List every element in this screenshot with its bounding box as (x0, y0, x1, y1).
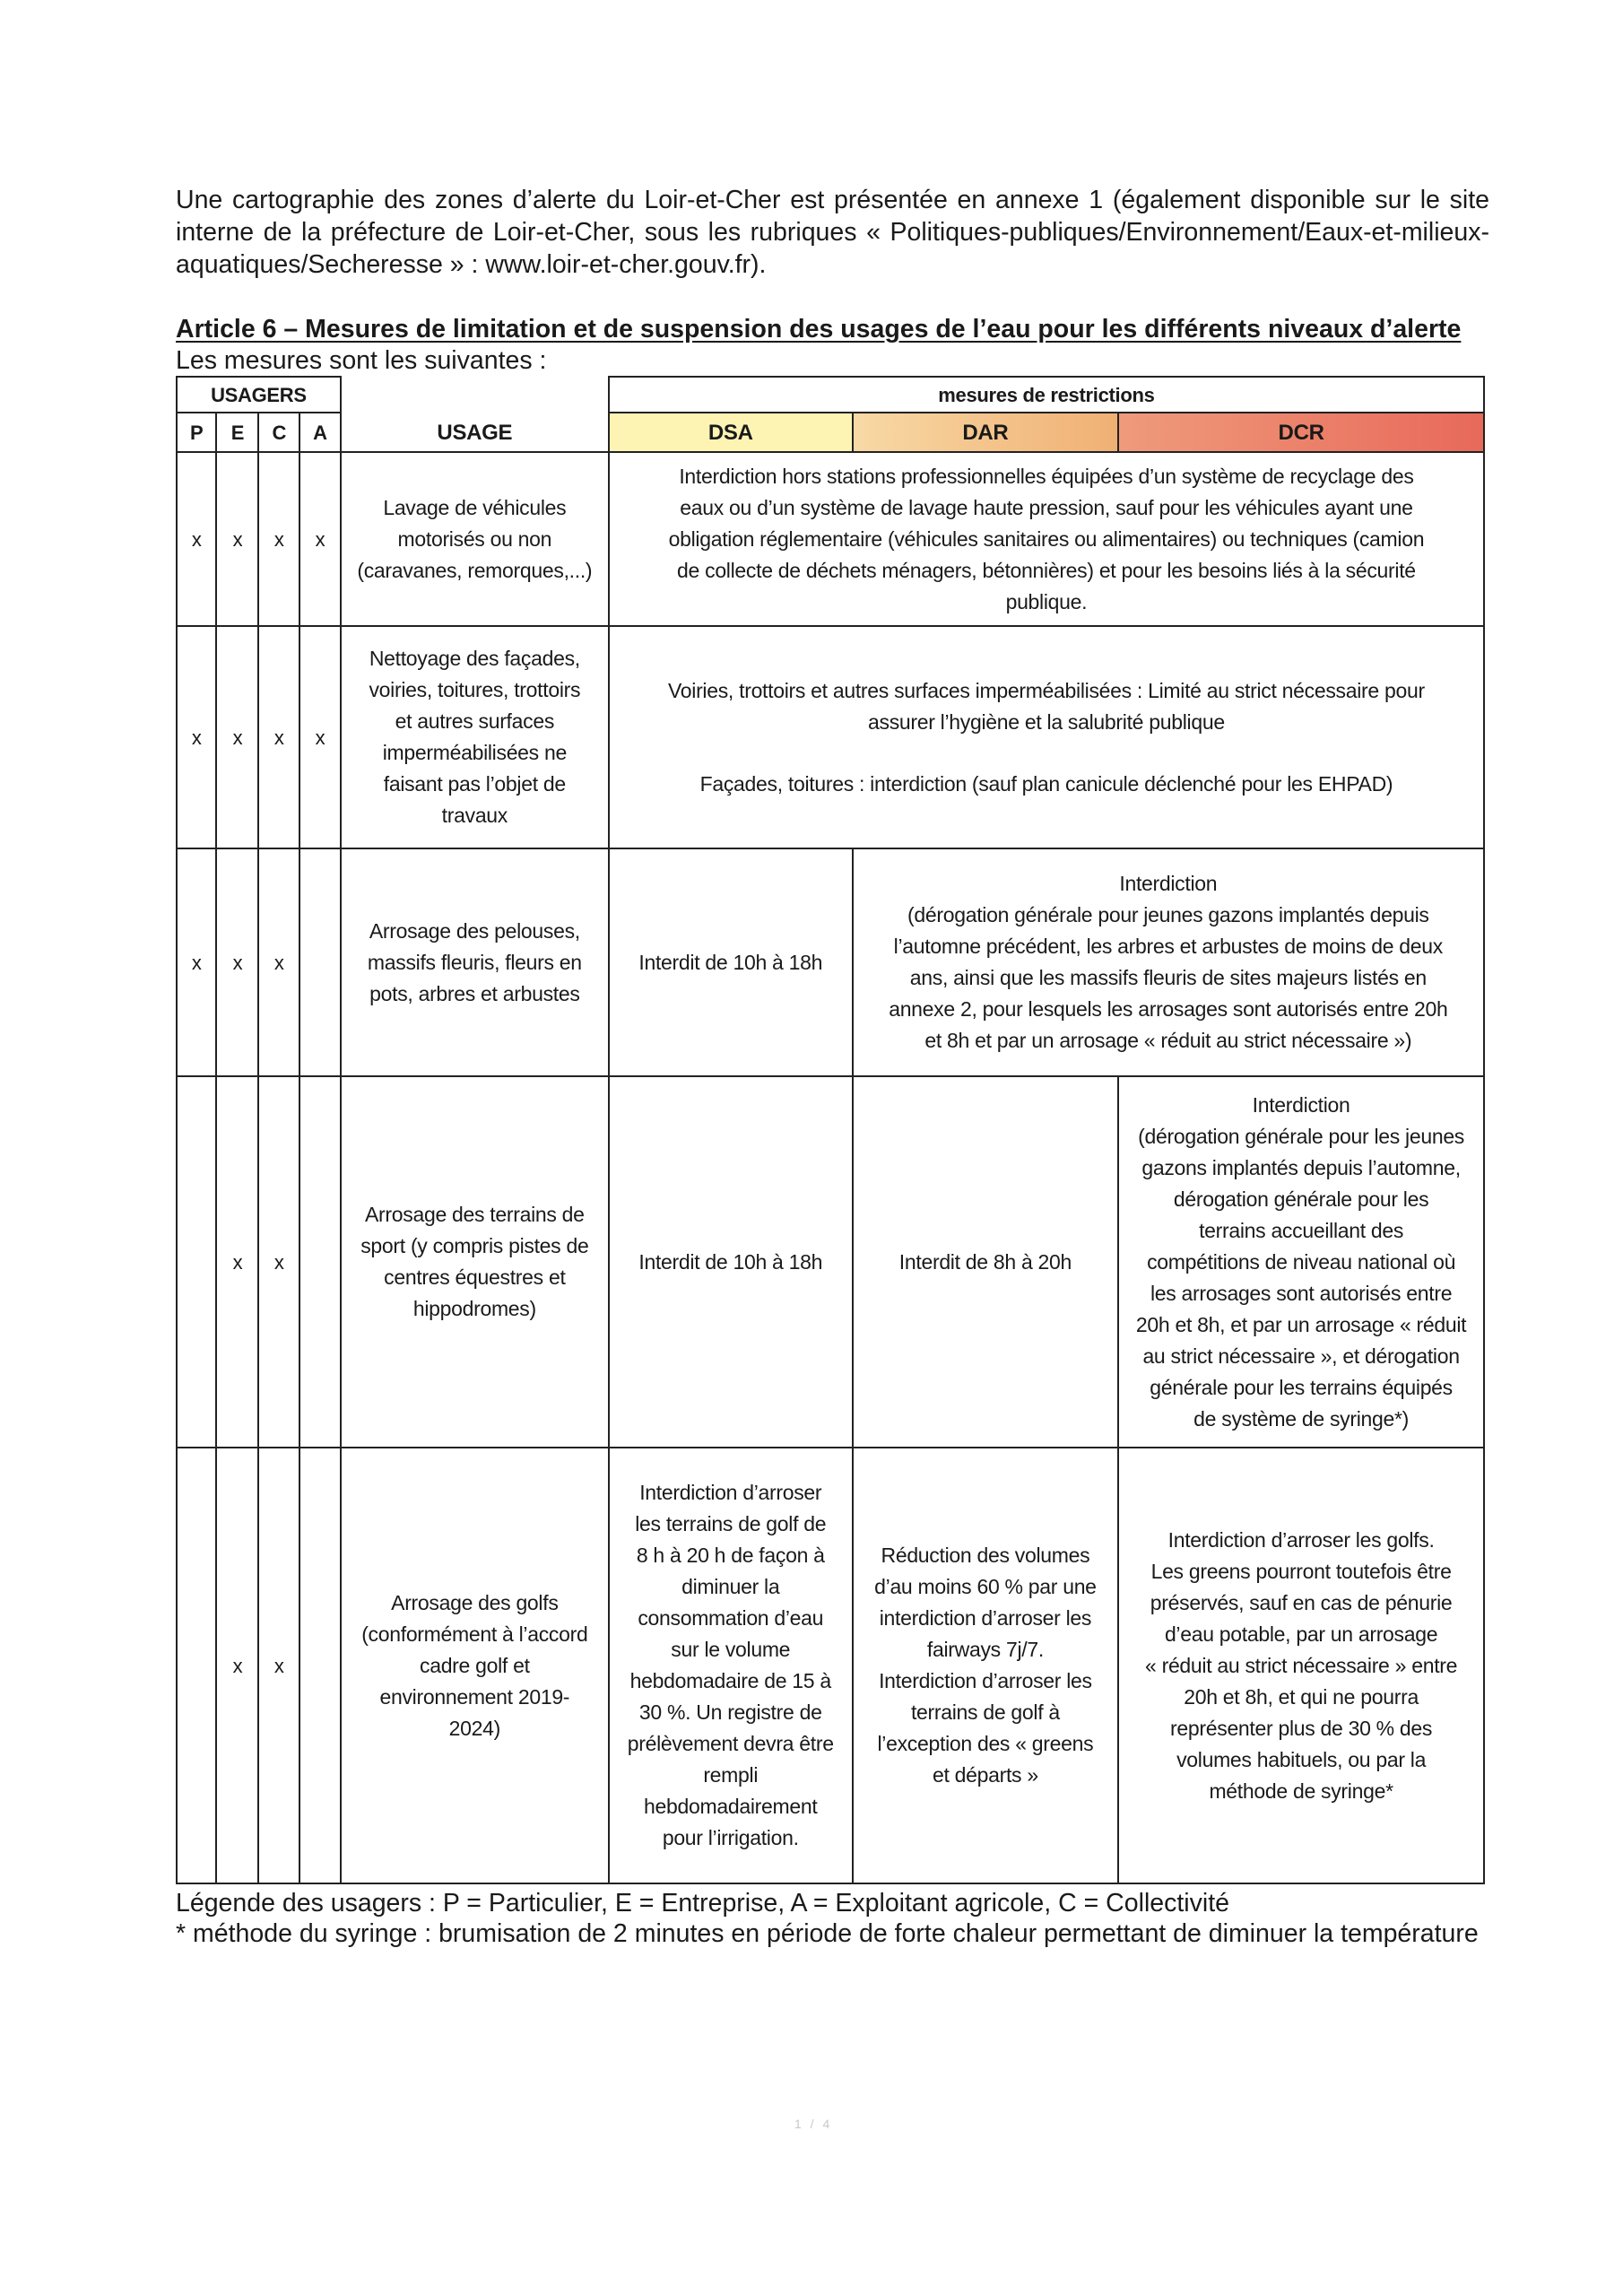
usage-label: Arrosage des pelouses, massifs fleuris, fleurs en pots, arbres et arbustes (367, 918, 582, 1005)
usager-e-mark: x (216, 626, 258, 848)
col-c: C (258, 413, 299, 452)
usager-c-mark: x (258, 848, 299, 1076)
usage-label: Arrosage des terrains de sport (y compris pistes de centres équestres et hippodromes) (360, 1203, 589, 1320)
usager-c-mark: x (258, 1448, 299, 1883)
restriction-text: Interdit de 10h à 18h (638, 1249, 823, 1274)
usager-a-mark: x (299, 452, 341, 626)
usager-a-mark (299, 848, 341, 1076)
restriction-cell-dcr (1118, 1448, 1484, 1883)
col-p: P (177, 413, 216, 452)
col-dcr: DCR (1118, 413, 1484, 452)
restriction-cell-dcr (1118, 1076, 1484, 1448)
usager-c-mark: x (258, 626, 299, 848)
legend-usagers: Légende des usagers : P = Particulier, E = Entreprise, A = Exploitant agricole, C = Collectivité (176, 1889, 1229, 1918)
usage-cell (341, 848, 609, 1076)
restriction-cell-dsa (609, 1076, 853, 1448)
table-row (177, 848, 1484, 1076)
restriction-cell-all (609, 452, 1484, 626)
usage-label: Lavage de véhicules motorisés ou non (caravanes, remorques,...) (357, 495, 593, 582)
legend (176, 1888, 1489, 1949)
restriction-cell-dar (853, 1076, 1119, 1448)
page-number: 1 / 4 (794, 2117, 833, 2131)
restriction-cell-dsa (609, 848, 853, 1076)
usage-cell (341, 626, 609, 848)
usager-p-mark: x (177, 452, 216, 626)
usager-e-mark: x (216, 848, 258, 1076)
col-e: E (216, 413, 258, 452)
usager-e-mark: x (216, 452, 258, 626)
restrictions-header: mesures de restrictions (609, 377, 1484, 413)
table-row (177, 626, 1484, 848)
restriction-text: Interdiction (dérogation générale pour les jeunes gazons implantés depuis l’automne, dérogation générale pour les terrains accueillant des compétitions de niveau national où les arrosages sont autorisés entre 20h et 8h, et par un arrosage « réduit au strict nécessaire », et dérogation générale pour les terrains équipés de système de syringe*) (1135, 1092, 1467, 1431)
legend-syringe: * méthode du syringe : brumisation de 2 minutes en période de forte chaleur permettant de diminuer la température (176, 1919, 1479, 1948)
usage-cell (341, 452, 609, 626)
restriction-text: Interdiction d’arroser les terrains de golf de 8 h à 20 h de façon à diminuer la consommation d’eau sur le volume hebdomadaire de 15 à 30 %. Un registre de prélèvement devra être rempli hebdomadairement pour l’irrigation. (627, 1481, 834, 1849)
usage-cell (341, 1076, 609, 1448)
usagers-header: USAGERS (177, 377, 341, 413)
usager-p-mark (177, 1076, 216, 1448)
table-row (177, 452, 1484, 626)
usager-c-mark: x (258, 1076, 299, 1448)
restriction-cell-dsa (609, 1448, 853, 1883)
restriction-cell-all (609, 626, 1484, 848)
col-dsa: DSA (609, 413, 853, 452)
usager-a-mark (299, 1448, 341, 1883)
article-title: Article 6 – Mesures de limitation et de suspension des usages de l’eau pour les différents niveaux d’alerte (176, 315, 1462, 344)
col-dar: DAR (853, 413, 1119, 452)
usager-e-mark: x (216, 1076, 258, 1448)
usager-a-mark (299, 1076, 341, 1448)
restriction-text: Interdit de 8h à 20h (898, 1249, 1072, 1274)
usage-label: Nettoyage des façades, voiries, toitures, trottoirs et autres surfaces imperméabilisées ne faisant pas l’objet de travaux (369, 647, 581, 827)
col-a: A (299, 413, 341, 452)
table-lead-text: Les mesures sont les suivantes : (176, 346, 547, 375)
restriction-text: Interdiction hors stations professionnelles équipées d’un système de recyclage des eaux ou d’un système de lavage haute pression, sauf pour les véhicules ayant une obligation réglementaire (véhicules sanitaires ou alimentaires) ou techniques (camion de collecte de déchets ménagers, bétonnières) et pour les besoins liés à la sécurité publique. (668, 464, 1425, 613)
usager-e-mark: x (216, 1448, 258, 1883)
usage-label: Arrosage des golfs (conformément à l’accord cadre golf et environnement 2019- 2024) (361, 1590, 588, 1740)
usage-cell (341, 1448, 609, 1883)
usager-c-mark: x (258, 452, 299, 626)
restriction-text: Réduction des volumes d’au moins 60 % par une interdiction d’arroser les fairways 7j/7. Interdiction d’arroser les terrains de golf à l’exception des « greens et départs » (874, 1544, 1097, 1787)
document-page (176, 184, 1489, 1949)
restriction-text: Interdiction (dérogation générale pour jeunes gazons implantés depuis l’automne précédent, les arbres et arbustes de moins de deux ans, ainsi que les massifs fleuris de sites majeurs listés en annexe 2, pour lesquels les arrosages sont autorisés entre 20h et 8h et par un arrosage « réduit au strict nécessaire ») (889, 872, 1448, 1052)
usager-p-mark: x (177, 626, 216, 848)
table-row (177, 1076, 1484, 1448)
restriction-cell-dar-dcr (853, 848, 1484, 1076)
restriction-text: Interdiction d’arroser les golfs. Les greens pourront toutefois être préservés, sauf en cas de pénurie d’eau potable, par un arrosage « réduit au strict nécessaire » entre 20h et 8h, et qui ne pourra représenter plus de 30 % des volumes habituels, ou par la méthode de syringe* (1145, 1527, 1458, 1803)
table-row (177, 1448, 1484, 1883)
col-usage: USAGE (341, 413, 609, 452)
restriction-cell-dar (853, 1448, 1119, 1883)
measures-table (176, 376, 1485, 1884)
intro-paragraph: Une cartographie des zones d’alerte du Loir-et-Cher est présentée en annexe 1 (également disponible sur le site interne de la préfecture de Loir-et-Cher, sous les rubriques « Politiques-publiques/Environnement/Eaux-et-milieux-aquatiques/Secheresse » : www.loir-et-cher.gouv.fr). (176, 186, 1489, 279)
usager-p-mark (177, 1448, 216, 1883)
usager-a-mark: x (299, 626, 341, 848)
restriction-text: Voiries, trottoirs et autres surfaces imperméabilisées : Limité au strict nécessaire pour assurer l’hygiène et la salubrité publique (668, 678, 1425, 734)
restriction-text: Façades, toitures : interdiction (sauf plan canicule déclenché pour les EHPAD) (699, 771, 1393, 796)
usager-p-mark: x (177, 848, 216, 1076)
restriction-text: Interdit de 10h à 18h (638, 950, 823, 974)
